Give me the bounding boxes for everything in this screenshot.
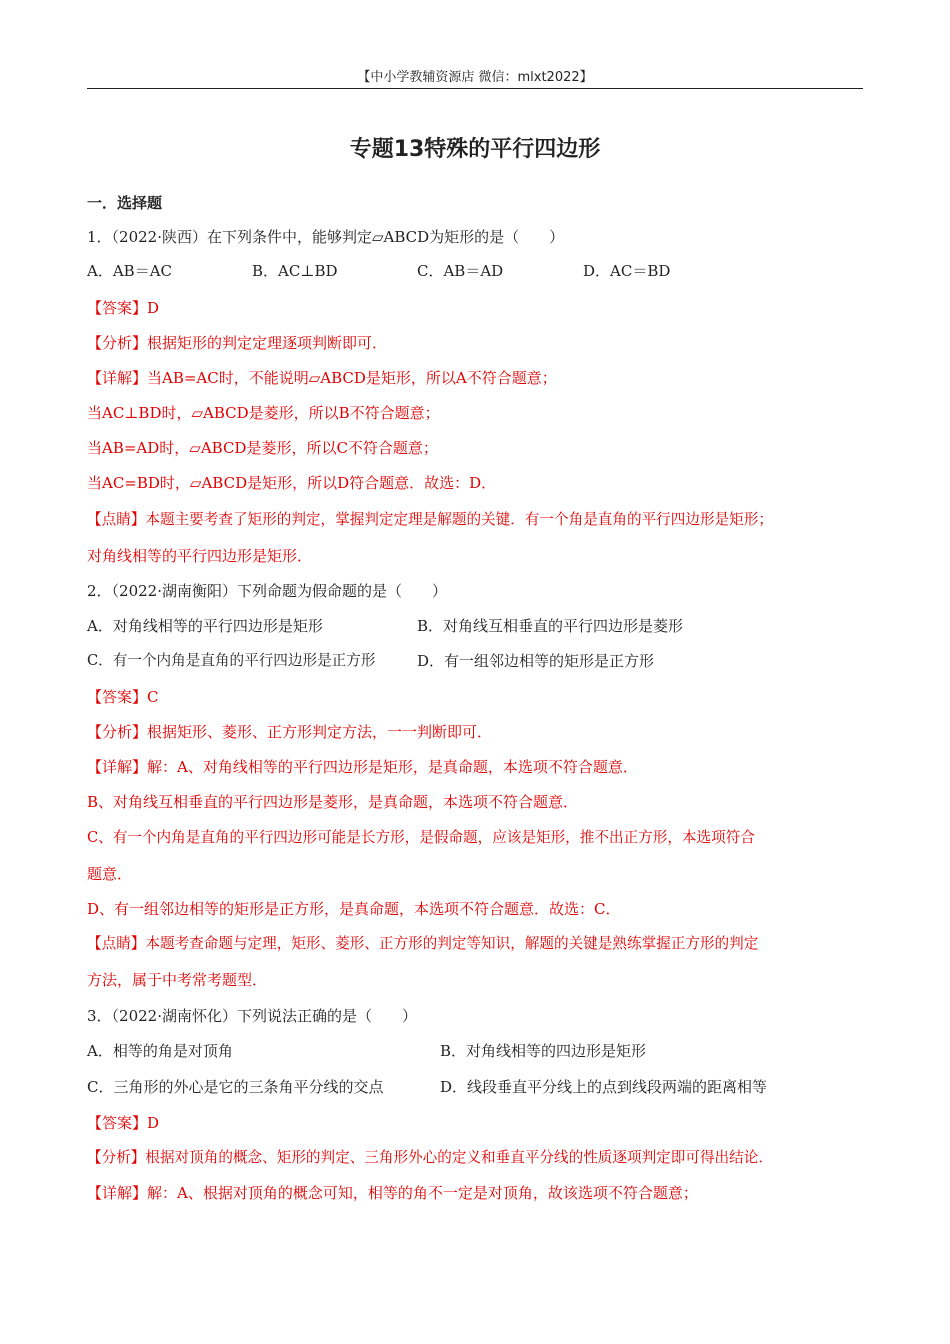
q2-detail-1: 【详解】解：A、对角线相等的平行四边形是矩形，是真命题，本选项不符合题意． — [87, 758, 638, 776]
q3-answer: 【答案】D — [87, 1114, 160, 1132]
q1-option-c: C．AB＝AD — [417, 262, 504, 280]
q2-comment-1: 【点睛】本题考查命题与定理，矩形、菱形、正方形的判定等知识，解题的关键是熟练掌握正方形的判定 — [87, 935, 759, 952]
q3-option-a: A．相等的角是对顶角 — [87, 1042, 233, 1060]
q2-option-d: D．有一组邻边相等的矩形是正方形 — [417, 652, 655, 670]
q2-option-b: B．对角线互相垂直的平行四边形是菱形 — [417, 617, 684, 635]
q1-option-a: A．AB＝AC — [87, 262, 172, 280]
q3-option-c: C．三角形的外心是它的三条角平分线的交点 — [87, 1078, 384, 1096]
q1-analysis: 【分析】根据矩形的判定定理逐项判断即可． — [87, 334, 388, 352]
q3-option-b: B．对角线相等的四边形是矩形 — [440, 1042, 647, 1060]
q3-detail-1: 【详解】解：A、根据对顶角的概念可知，相等的角不一定是对顶角，故该选项不符合题意； — [87, 1184, 698, 1202]
q1-comment-1: 【点睛】本题主要考查了矩形的判定，掌握判定定理是解题的关键．有一个角是直角的平行四边形是矩形； — [87, 511, 773, 528]
q1-detail-4: 当AC=BD时，▱ABCD是矩形，所以D符合题意．故选：D． — [87, 474, 497, 492]
q1-answer: 【答案】D — [87, 299, 160, 317]
page-header: 【中小学教辅资源店 微信：mlxt2022】 — [357, 70, 593, 85]
q2-detail-4: D、有一组邻边相等的矩形是正方形，是真命题，本选项不符合题意．故选：C． — [87, 900, 621, 918]
section-heading: 一．选择题 — [87, 194, 163, 212]
q1-stem: 1．（2022·陕西）在下列条件中，能够判定▱ABCD为矩形的是（ ） — [87, 228, 565, 246]
q2-option-a: A．对角线相等的平行四边形是矩形 — [87, 617, 323, 635]
q2-analysis: 【分析】根据矩形、菱形、正方形判定方法，一一判断即可． — [87, 723, 493, 741]
q2-detail-3: C、有一个内角是直角的平行四边形可能是长方形，是假命题，应该是矩形，推不出正方形，本选项符合 — [87, 829, 755, 846]
q2-answer: 【答案】C — [87, 688, 159, 706]
q1-detail-3: 当AB=AD时，▱ABCD是菱形，所以C不符合题意； — [87, 439, 438, 457]
document-title: 专题13特殊的平行四边形 — [349, 137, 601, 162]
q1-option-d: D．AC＝BD — [583, 262, 671, 280]
q2-detail-3-cont: 题意． — [87, 865, 133, 883]
q1-option-b: B．AC⊥BD — [252, 262, 338, 280]
q2-detail-2: B、对角线互相垂直的平行四边形是菱形，是真命题，本选项不符合题意． — [87, 793, 579, 811]
q2-comment-2: 方法，属于中考常考题型． — [87, 971, 268, 989]
q1-detail-1: 【详解】当AB=AC时，不能说明▱ABCD是矩形，所以A不符合题意； — [87, 369, 557, 387]
q1-detail-2: 当AC⊥BD时，▱ABCD是菱形，所以B不符合题意； — [87, 404, 440, 422]
q3-option-d: D．线段垂直平分线上的点到线段两端的距离相等 — [440, 1078, 768, 1096]
q2-stem: 2．（2022·湖南衡阳）下列命题为假命题的是（ ） — [87, 582, 447, 600]
header-divider — [87, 88, 863, 89]
q3-analysis: 【分析】根据对顶角的概念、矩形的判定、三角形外心的定义和垂直平分线的性质逐项判定即可得出结论． — [87, 1149, 773, 1166]
q2-option-c: C．有一个内角是直角的平行四边形是正方形 — [87, 652, 376, 669]
q1-comment-2: 对角线相等的平行四边形是矩形． — [87, 547, 313, 565]
q3-stem: 3．（2022·湖南怀化）下列说法正确的是（ ） — [87, 1007, 417, 1025]
